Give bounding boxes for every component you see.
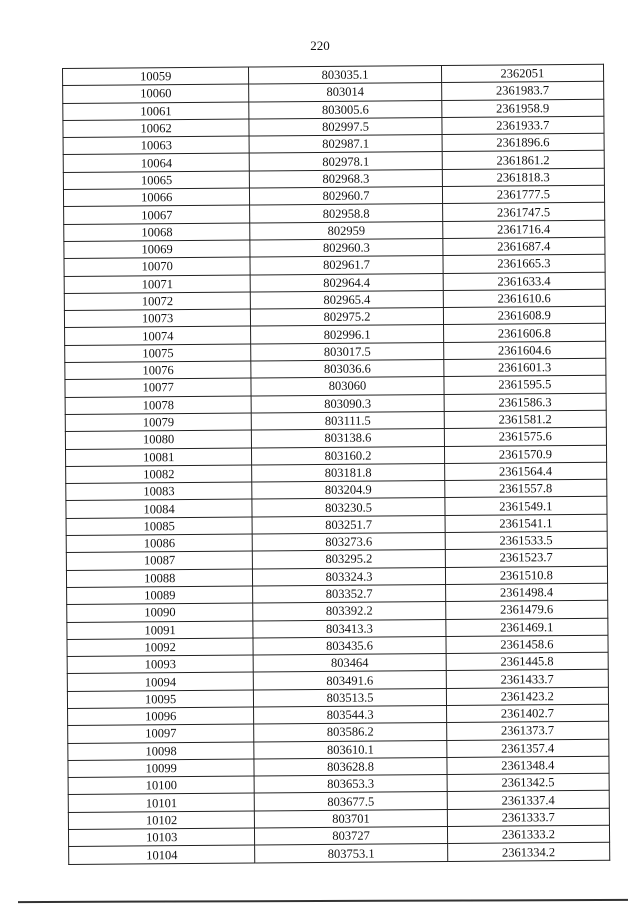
point-id-cell: 10060 — [63, 84, 249, 103]
point-id-cell: 10092 — [67, 638, 253, 657]
y-coordinate-cell: 2361333.7 — [447, 808, 609, 827]
x-coordinate-cell: 803610.1 — [254, 740, 446, 759]
y-coordinate-cell: 2361983.7 — [441, 82, 603, 101]
point-id-cell: 10071 — [64, 275, 250, 294]
y-coordinate-cell: 2361402.7 — [446, 704, 608, 723]
y-coordinate-cell: 2361716.4 — [442, 220, 604, 239]
y-coordinate-cell: 2361357.4 — [446, 739, 608, 758]
point-id-cell: 10082 — [66, 465, 252, 484]
x-coordinate-cell: 802978.1 — [250, 152, 442, 171]
point-id-cell: 10098 — [68, 742, 254, 761]
x-coordinate-cell: 803138.6 — [252, 429, 444, 448]
point-id-cell: 10070 — [64, 257, 250, 276]
point-id-cell: 10062 — [63, 119, 249, 138]
y-coordinate-cell: 2361687.4 — [443, 237, 605, 256]
point-id-cell: 10066 — [63, 188, 249, 207]
y-coordinate-cell: 2361581.2 — [444, 410, 606, 429]
y-coordinate-cell: 2361342.5 — [447, 773, 609, 792]
y-coordinate-cell: 2361498.4 — [445, 583, 607, 602]
x-coordinate-cell: 803005.6 — [249, 100, 441, 119]
x-coordinate-cell: 803352.7 — [253, 584, 445, 603]
point-id-cell: 10074 — [65, 326, 251, 345]
point-id-cell: 10079 — [65, 413, 251, 432]
x-coordinate-cell: 802987.1 — [249, 135, 441, 154]
x-coordinate-cell: 803727 — [255, 827, 447, 846]
x-coordinate-cell: 802960.3 — [250, 238, 442, 257]
x-coordinate-cell: 803204.9 — [252, 481, 444, 500]
y-coordinate-cell: 2361557.8 — [444, 479, 606, 498]
x-coordinate-cell: 802959 — [250, 221, 442, 240]
point-id-cell: 10072 — [64, 292, 250, 311]
point-id-cell: 10076 — [65, 361, 251, 380]
point-id-cell: 10104 — [69, 845, 255, 864]
x-coordinate-cell: 803392.2 — [253, 602, 445, 621]
page-number: 220 — [310, 38, 330, 53]
y-coordinate-cell: 2361348.4 — [447, 756, 609, 775]
point-id-cell: 10100 — [68, 776, 254, 795]
point-id-cell: 10096 — [68, 707, 254, 726]
point-id-cell: 10083 — [66, 482, 252, 501]
x-coordinate-cell: 803160.2 — [252, 446, 444, 465]
y-coordinate-cell: 2361373.7 — [446, 722, 608, 741]
x-coordinate-cell: 803017.5 — [251, 342, 443, 361]
y-coordinate-cell: 2361549.1 — [445, 497, 607, 516]
y-coordinate-cell: 2361633.4 — [443, 272, 605, 291]
y-coordinate-cell: 2361747.5 — [442, 203, 604, 222]
y-coordinate-cell: 2361541.1 — [445, 514, 607, 533]
x-coordinate-cell: 803677.5 — [255, 792, 447, 811]
x-coordinate-cell: 803544.3 — [254, 705, 446, 724]
x-coordinate-cell: 803251.7 — [252, 515, 444, 534]
x-coordinate-cell: 803628.8 — [254, 757, 446, 776]
y-coordinate-cell: 2361818.3 — [442, 168, 604, 187]
point-id-cell: 10101 — [68, 793, 254, 812]
y-coordinate-cell: 2361933.7 — [442, 116, 604, 135]
point-id-cell: 10088 — [66, 569, 252, 588]
y-coordinate-cell: 2361601.3 — [443, 358, 605, 377]
x-coordinate-cell: 803324.3 — [253, 567, 445, 586]
y-coordinate-cell: 2361958.9 — [441, 99, 603, 118]
y-coordinate-cell: 2361861.2 — [442, 151, 604, 170]
x-coordinate-cell: 803491.6 — [254, 671, 446, 690]
x-coordinate-cell: 802960.7 — [250, 187, 442, 206]
x-coordinate-cell: 803273.6 — [253, 533, 445, 552]
point-id-cell: 10067 — [64, 205, 250, 224]
point-id-cell: 10061 — [63, 102, 249, 121]
page-bottom-edge — [18, 899, 628, 903]
x-coordinate-cell: 803653.3 — [254, 775, 446, 794]
y-coordinate-cell: 2361334.2 — [447, 843, 609, 862]
x-coordinate-cell: 802961.7 — [250, 256, 442, 275]
table-row — [69, 843, 610, 865]
x-coordinate-cell: 803753.1 — [255, 844, 447, 863]
point-id-cell: 10081 — [65, 448, 251, 467]
y-coordinate-cell: 2361533.5 — [445, 531, 607, 550]
x-coordinate-cell: 803035.1 — [249, 66, 441, 85]
x-coordinate-cell: 803464 — [253, 654, 445, 673]
x-coordinate-cell: 802965.4 — [251, 290, 443, 309]
y-coordinate-cell: 2361479.6 — [445, 600, 607, 619]
point-id-cell: 10065 — [63, 171, 249, 190]
y-coordinate-cell: 2361458.6 — [446, 635, 608, 654]
y-coordinate-cell: 2361604.6 — [443, 341, 605, 360]
point-id-cell: 10087 — [66, 551, 252, 570]
coordinate-table — [62, 64, 610, 865]
x-coordinate-cell: 802964.4 — [250, 273, 442, 292]
y-coordinate-cell: 2361337.4 — [447, 791, 609, 810]
y-coordinate-cell: 2361469.1 — [446, 618, 608, 637]
point-id-cell: 10094 — [67, 672, 253, 691]
point-id-cell: 10064 — [63, 154, 249, 173]
y-coordinate-cell: 2361433.7 — [446, 670, 608, 689]
x-coordinate-cell: 803111.5 — [252, 411, 444, 430]
x-coordinate-cell: 802997.5 — [249, 117, 441, 136]
x-coordinate-cell: 803586.2 — [254, 723, 446, 742]
x-coordinate-cell: 803060 — [251, 377, 443, 396]
y-coordinate-cell: 2361523.7 — [445, 549, 607, 568]
y-coordinate-cell: 2361333.2 — [447, 825, 609, 844]
y-coordinate-cell: 2361610.6 — [443, 289, 605, 308]
point-id-cell: 10063 — [63, 136, 249, 155]
y-coordinate-cell: 2361665.3 — [443, 255, 605, 274]
x-coordinate-cell: 803413.3 — [253, 619, 445, 638]
x-coordinate-cell: 803435.6 — [253, 636, 445, 655]
y-coordinate-cell: 2361423.2 — [446, 687, 608, 706]
point-id-cell: 10080 — [65, 430, 251, 449]
point-id-cell: 10095 — [67, 690, 253, 709]
point-id-cell: 10089 — [67, 586, 253, 605]
point-id-cell: 10075 — [65, 344, 251, 363]
y-coordinate-cell: 2361608.9 — [443, 306, 605, 325]
x-coordinate-cell: 803036.6 — [251, 360, 443, 379]
x-coordinate-cell: 803701 — [255, 809, 447, 828]
y-coordinate-cell: 2361606.8 — [443, 324, 605, 343]
x-coordinate-cell: 803090.3 — [251, 394, 443, 413]
x-coordinate-cell: 803230.5 — [252, 498, 444, 517]
y-coordinate-cell: 2362051 — [441, 64, 603, 83]
point-id-cell: 10068 — [64, 223, 250, 242]
y-coordinate-cell: 2361445.8 — [446, 652, 608, 671]
point-id-cell: 10103 — [68, 828, 254, 847]
point-id-cell: 10069 — [64, 240, 250, 259]
x-coordinate-cell: 802975.2 — [251, 308, 443, 327]
point-id-cell: 10078 — [65, 396, 251, 415]
point-id-cell: 10090 — [67, 603, 253, 622]
x-coordinate-cell: 803181.8 — [252, 463, 444, 482]
point-id-cell: 10077 — [65, 378, 251, 397]
point-id-cell: 10097 — [68, 724, 254, 743]
point-id-cell: 10059 — [63, 67, 249, 86]
x-coordinate-cell: 803295.2 — [253, 550, 445, 569]
y-coordinate-cell: 2361564.4 — [444, 462, 606, 481]
point-id-cell: 10086 — [66, 534, 252, 553]
point-id-cell: 10093 — [67, 655, 253, 674]
y-coordinate-cell: 2361510.8 — [445, 566, 607, 585]
point-id-cell: 10085 — [66, 517, 252, 536]
y-coordinate-cell: 2361896.6 — [442, 133, 604, 152]
point-id-cell: 10099 — [68, 759, 254, 778]
point-id-cell: 10084 — [66, 499, 252, 518]
x-coordinate-cell: 802958.8 — [250, 204, 442, 223]
y-coordinate-cell: 2361570.9 — [444, 445, 606, 464]
y-coordinate-cell: 2361777.5 — [442, 185, 604, 204]
point-id-cell: 10091 — [67, 621, 253, 640]
x-coordinate-cell: 803014 — [249, 83, 441, 102]
y-coordinate-cell: 2361586.3 — [444, 393, 606, 412]
table-body — [63, 64, 610, 864]
x-coordinate-cell: 803513.5 — [254, 688, 446, 707]
y-coordinate-cell: 2361595.5 — [444, 376, 606, 395]
point-id-cell: 10102 — [68, 811, 254, 830]
x-coordinate-cell: 802996.1 — [251, 325, 443, 344]
x-coordinate-cell: 802968.3 — [250, 169, 442, 188]
y-coordinate-cell: 2361575.6 — [444, 427, 606, 446]
point-id-cell: 10073 — [64, 309, 250, 328]
